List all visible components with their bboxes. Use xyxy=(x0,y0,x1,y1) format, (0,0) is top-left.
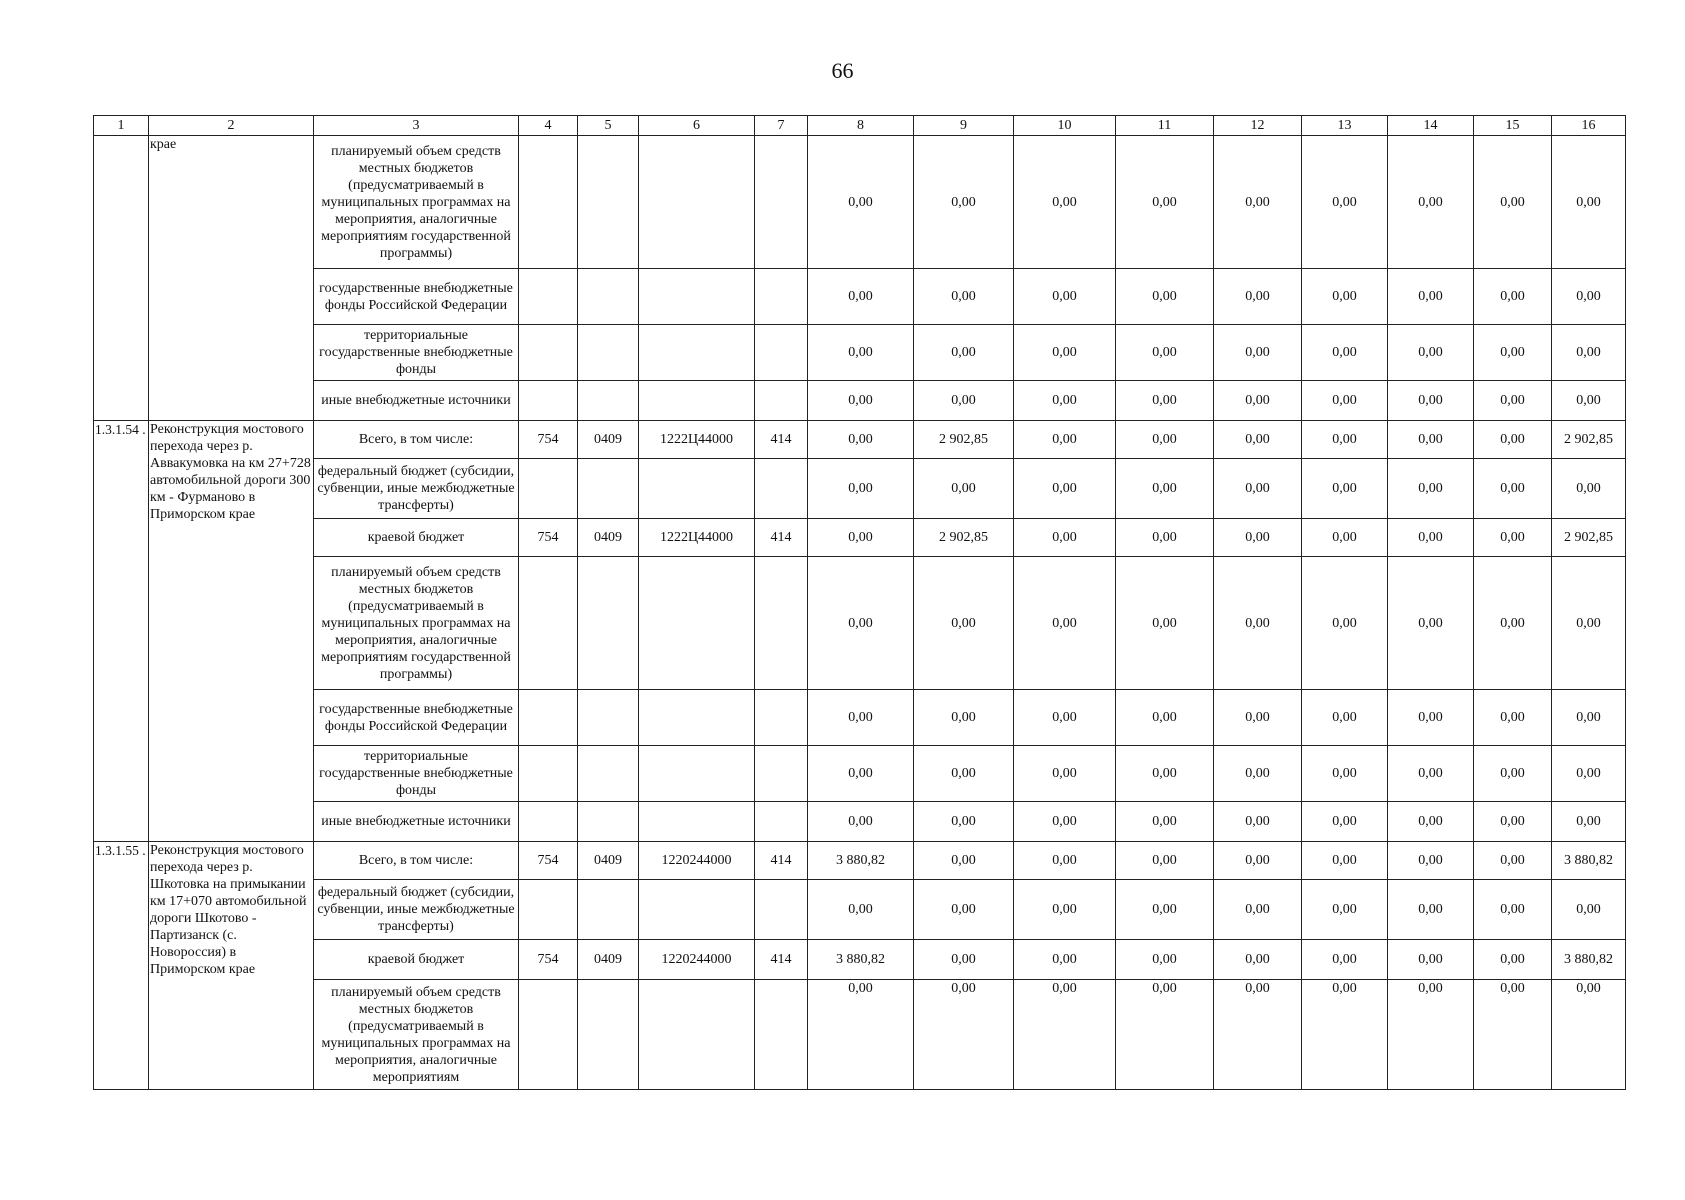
funding-source: территориальные государственные внебюджетные фонды xyxy=(314,325,519,381)
amount-cell: 0,00 xyxy=(1302,421,1388,459)
amount-cell: 0,00 xyxy=(1014,690,1116,746)
amount-cell: 0,00 xyxy=(914,940,1014,980)
gr-code xyxy=(519,746,578,802)
amount-cell: 0,00 xyxy=(1474,381,1552,421)
gr-code xyxy=(519,557,578,690)
csr-code xyxy=(639,136,755,269)
vr-code: 414 xyxy=(755,519,808,557)
amount-cell: 0,00 xyxy=(808,880,914,940)
column-header: 1 xyxy=(94,116,149,136)
vr-code xyxy=(755,880,808,940)
column-header: 8 xyxy=(808,116,914,136)
csr-code xyxy=(639,690,755,746)
amount-cell: 0,00 xyxy=(1474,557,1552,690)
csr-code: 1222Ц44000 xyxy=(639,421,755,459)
csr-code: 1222Ц44000 xyxy=(639,519,755,557)
amount-cell: 0,00 xyxy=(1214,136,1302,269)
amount-cell: 0,00 xyxy=(1116,421,1214,459)
amount-cell: 0,00 xyxy=(914,136,1014,269)
table-row xyxy=(94,746,1626,802)
amount-cell: 0,00 xyxy=(1214,459,1302,519)
funding-source: планируемый объем средств местных бюджетов (предусматриваемый в муниципальных программах на мероприятия, аналогичные мероприятиям государственной программы) xyxy=(314,557,519,690)
amount-cell: 0,00 xyxy=(1388,519,1474,557)
csr-code xyxy=(639,880,755,940)
amount-cell: 0,00 xyxy=(1388,746,1474,802)
rz-code: 0409 xyxy=(578,940,639,980)
amount-cell: 0,00 xyxy=(1116,802,1214,842)
amount-cell: 0,00 xyxy=(1116,519,1214,557)
rz-code xyxy=(578,269,639,325)
amount-cell: 0,00 xyxy=(1116,746,1214,802)
amount-cell: 0,00 xyxy=(1474,880,1552,940)
amount-cell: 0,00 xyxy=(1214,940,1302,980)
funding-source: территориальные государственные внебюджетные фонды xyxy=(314,746,519,802)
amount-cell: 0,00 xyxy=(1388,381,1474,421)
amount-cell: 0,00 xyxy=(1302,690,1388,746)
rz-code xyxy=(578,690,639,746)
measure-code xyxy=(94,136,149,421)
vr-code xyxy=(755,690,808,746)
amount-cell: 0,00 xyxy=(1388,940,1474,980)
table-body xyxy=(94,116,1626,1090)
amount-cell: 2 902,85 xyxy=(914,519,1014,557)
column-header: 13 xyxy=(1302,116,1388,136)
amount-cell: 0,00 xyxy=(1302,269,1388,325)
csr-code xyxy=(639,802,755,842)
amount-cell: 0,00 xyxy=(1214,980,1302,1090)
column-header: 12 xyxy=(1214,116,1302,136)
amount-cell: 0,00 xyxy=(1552,381,1626,421)
measure-name: Реконструкция мостового перехода через р. Шкотовка на примыкании км 17+070 автомобильной дороги Шкотово - Партизанск (с. Новороссия) в Приморском крае xyxy=(149,842,314,1090)
column-header: 16 xyxy=(1552,116,1626,136)
amount-cell: 0,00 xyxy=(914,980,1014,1090)
measure-code: 1.3.1.55 . xyxy=(94,842,149,1090)
amount-cell: 0,00 xyxy=(1214,325,1302,381)
amount-cell: 0,00 xyxy=(1302,519,1388,557)
vr-code xyxy=(755,269,808,325)
amount-cell: 0,00 xyxy=(808,519,914,557)
column-header: 4 xyxy=(519,116,578,136)
amount-cell: 0,00 xyxy=(1014,802,1116,842)
amount-cell: 0,00 xyxy=(808,746,914,802)
amount-cell: 0,00 xyxy=(1474,459,1552,519)
amount-cell: 0,00 xyxy=(1552,802,1626,842)
amount-cell: 0,00 xyxy=(1474,940,1552,980)
amount-cell: 3 880,82 xyxy=(1552,842,1626,880)
csr-code xyxy=(639,381,755,421)
amount-cell: 3 880,82 xyxy=(808,842,914,880)
amount-cell: 0,00 xyxy=(1116,880,1214,940)
amount-cell: 0,00 xyxy=(1388,557,1474,690)
amount-cell: 0,00 xyxy=(1552,880,1626,940)
table-row xyxy=(94,421,1626,459)
amount-cell: 0,00 xyxy=(808,421,914,459)
amount-cell: 0,00 xyxy=(1302,557,1388,690)
amount-cell: 0,00 xyxy=(1014,519,1116,557)
amount-cell: 0,00 xyxy=(1552,269,1626,325)
table-row xyxy=(94,940,1626,980)
gr-code xyxy=(519,690,578,746)
amount-cell: 0,00 xyxy=(1388,980,1474,1090)
rz-code xyxy=(578,136,639,269)
amount-cell: 0,00 xyxy=(1116,381,1214,421)
amount-cell: 0,00 xyxy=(1116,557,1214,690)
vr-code xyxy=(755,459,808,519)
amount-cell: 0,00 xyxy=(808,690,914,746)
amount-cell: 0,00 xyxy=(1388,325,1474,381)
amount-cell: 3 880,82 xyxy=(1552,940,1626,980)
amount-cell: 0,00 xyxy=(1388,421,1474,459)
amount-cell: 0,00 xyxy=(1302,136,1388,269)
amount-cell: 0,00 xyxy=(1014,940,1116,980)
amount-cell: 0,00 xyxy=(914,880,1014,940)
vr-code xyxy=(755,325,808,381)
column-header: 15 xyxy=(1474,116,1552,136)
amount-cell: 0,00 xyxy=(808,381,914,421)
gr-code xyxy=(519,381,578,421)
gr-code xyxy=(519,325,578,381)
amount-cell: 0,00 xyxy=(1014,980,1116,1090)
amount-cell: 0,00 xyxy=(914,746,1014,802)
amount-cell: 3 880,82 xyxy=(808,940,914,980)
vr-code xyxy=(755,980,808,1090)
amount-cell: 0,00 xyxy=(1552,557,1626,690)
amount-cell: 0,00 xyxy=(1474,519,1552,557)
rz-code xyxy=(578,381,639,421)
amount-cell: 0,00 xyxy=(1302,940,1388,980)
amount-cell: 0,00 xyxy=(1214,269,1302,325)
amount-cell: 0,00 xyxy=(1014,459,1116,519)
vr-code: 414 xyxy=(755,421,808,459)
amount-cell: 0,00 xyxy=(1552,690,1626,746)
amount-cell: 0,00 xyxy=(914,690,1014,746)
amount-cell: 0,00 xyxy=(1552,325,1626,381)
amount-cell: 0,00 xyxy=(1214,746,1302,802)
column-header: 6 xyxy=(639,116,755,136)
amount-cell: 0,00 xyxy=(1474,746,1552,802)
amount-cell: 0,00 xyxy=(1474,325,1552,381)
funding-source: краевой бюджет xyxy=(314,519,519,557)
table-row xyxy=(94,802,1626,842)
table-row xyxy=(94,325,1626,381)
amount-cell: 0,00 xyxy=(1214,842,1302,880)
amount-cell: 0,00 xyxy=(1302,842,1388,880)
amount-cell: 0,00 xyxy=(1552,746,1626,802)
table-row xyxy=(94,459,1626,519)
amount-cell: 0,00 xyxy=(1474,802,1552,842)
amount-cell: 0,00 xyxy=(808,325,914,381)
funding-source: иные внебюджетные источники xyxy=(314,802,519,842)
amount-cell: 0,00 xyxy=(1474,136,1552,269)
amount-cell: 0,00 xyxy=(1014,746,1116,802)
amount-cell: 0,00 xyxy=(808,557,914,690)
amount-cell: 0,00 xyxy=(914,269,1014,325)
gr-code xyxy=(519,980,578,1090)
gr-code xyxy=(519,459,578,519)
amount-cell: 0,00 xyxy=(1302,746,1388,802)
funding-source: иные внебюджетные источники xyxy=(314,381,519,421)
table-row xyxy=(94,269,1626,325)
amount-cell: 0,00 xyxy=(1302,325,1388,381)
amount-cell: 0,00 xyxy=(1214,880,1302,940)
amount-cell: 0,00 xyxy=(1014,381,1116,421)
amount-cell: 0,00 xyxy=(1552,136,1626,269)
amount-cell: 0,00 xyxy=(1014,842,1116,880)
page-number: 66 xyxy=(831,58,854,83)
csr-code xyxy=(639,459,755,519)
vr-code: 414 xyxy=(755,842,808,880)
amount-cell: 0,00 xyxy=(914,381,1014,421)
amount-cell: 0,00 xyxy=(1302,459,1388,519)
amount-cell: 0,00 xyxy=(1388,842,1474,880)
amount-cell: 0,00 xyxy=(1014,136,1116,269)
column-header: 11 xyxy=(1116,116,1214,136)
amount-cell: 0,00 xyxy=(1388,802,1474,842)
amount-cell: 0,00 xyxy=(1214,421,1302,459)
amount-cell: 0,00 xyxy=(1214,519,1302,557)
funding-source: Всего, в том числе: xyxy=(314,421,519,459)
amount-cell: 0,00 xyxy=(1116,842,1214,880)
table-row xyxy=(94,690,1626,746)
csr-code: 1220244000 xyxy=(639,842,755,880)
column-header: 10 xyxy=(1014,116,1116,136)
table-row xyxy=(94,519,1626,557)
amount-cell: 0,00 xyxy=(1214,557,1302,690)
rz-code xyxy=(578,557,639,690)
funding-source: планируемый объем средств местных бюджетов (предусматриваемый в муниципальных программах на мероприятия, аналогичные мероприятиям государственной программы) xyxy=(314,136,519,269)
table-row xyxy=(94,980,1626,1090)
amount-cell: 2 902,85 xyxy=(1552,421,1626,459)
vr-code xyxy=(755,136,808,269)
amount-cell: 0,00 xyxy=(1014,269,1116,325)
amount-cell: 0,00 xyxy=(1214,802,1302,842)
vr-code xyxy=(755,557,808,690)
amount-cell: 0,00 xyxy=(1116,136,1214,269)
amount-cell: 0,00 xyxy=(1116,325,1214,381)
amount-cell: 0,00 xyxy=(1474,421,1552,459)
measure-name: крае xyxy=(149,136,314,421)
amount-cell: 0,00 xyxy=(1302,880,1388,940)
amount-cell: 0,00 xyxy=(808,136,914,269)
csr-code xyxy=(639,557,755,690)
table-row xyxy=(94,880,1626,940)
amount-cell: 0,00 xyxy=(808,980,914,1090)
rz-code: 0409 xyxy=(578,519,639,557)
funding-source: краевой бюджет xyxy=(314,940,519,980)
rz-code xyxy=(578,980,639,1090)
column-header: 2 xyxy=(149,116,314,136)
table-row xyxy=(94,136,1626,269)
column-header: 3 xyxy=(314,116,519,136)
column-header: 7 xyxy=(755,116,808,136)
amount-cell: 0,00 xyxy=(1116,459,1214,519)
gr-code xyxy=(519,802,578,842)
funding-source: Всего, в том числе: xyxy=(314,842,519,880)
amount-cell: 0,00 xyxy=(808,802,914,842)
amount-cell: 0,00 xyxy=(808,459,914,519)
column-header-row xyxy=(94,116,1626,136)
gr-code xyxy=(519,136,578,269)
column-header: 9 xyxy=(914,116,1014,136)
csr-code xyxy=(639,325,755,381)
csr-code xyxy=(639,746,755,802)
table-row xyxy=(94,557,1626,690)
table-row xyxy=(94,381,1626,421)
amount-cell: 0,00 xyxy=(1388,269,1474,325)
funding-source: федеральный бюджет (субсидии, субвенции, иные межбюджетные трансферты) xyxy=(314,880,519,940)
funding-source: федеральный бюджет (субсидии, субвенции, иные межбюджетные трансферты) xyxy=(314,459,519,519)
csr-code xyxy=(639,269,755,325)
amount-cell: 0,00 xyxy=(1388,459,1474,519)
vr-code xyxy=(755,746,808,802)
amount-cell: 0,00 xyxy=(1474,690,1552,746)
amount-cell: 0,00 xyxy=(1116,690,1214,746)
amount-cell: 2 902,85 xyxy=(914,421,1014,459)
rz-code xyxy=(578,325,639,381)
amount-cell: 0,00 xyxy=(914,802,1014,842)
amount-cell: 0,00 xyxy=(1388,690,1474,746)
table-row xyxy=(94,842,1626,880)
amount-cell: 0,00 xyxy=(1014,325,1116,381)
amount-cell: 0,00 xyxy=(1302,381,1388,421)
amount-cell: 0,00 xyxy=(1388,880,1474,940)
gr-code xyxy=(519,880,578,940)
amount-cell: 0,00 xyxy=(1214,690,1302,746)
rz-code xyxy=(578,802,639,842)
vr-code: 414 xyxy=(755,940,808,980)
funding-source: планируемый объем средств местных бюджетов (предусматриваемый в муниципальных программах на мероприятия, аналогичные мероприятиям xyxy=(314,980,519,1090)
column-header: 14 xyxy=(1388,116,1474,136)
funding-source: государственные внебюджетные фонды Российской Федерации xyxy=(314,690,519,746)
gr-code: 754 xyxy=(519,842,578,880)
amount-cell: 0,00 xyxy=(1116,269,1214,325)
amount-cell: 0,00 xyxy=(1302,802,1388,842)
amount-cell: 0,00 xyxy=(1116,980,1214,1090)
rz-code: 0409 xyxy=(578,421,639,459)
rz-code: 0409 xyxy=(578,842,639,880)
amount-cell: 0,00 xyxy=(1014,880,1116,940)
csr-code: 1220244000 xyxy=(639,940,755,980)
gr-code: 754 xyxy=(519,421,578,459)
vr-code xyxy=(755,381,808,421)
amount-cell: 0,00 xyxy=(1552,459,1626,519)
amount-cell: 0,00 xyxy=(914,325,1014,381)
rz-code xyxy=(578,746,639,802)
column-header: 5 xyxy=(578,116,639,136)
gr-code: 754 xyxy=(519,940,578,980)
amount-cell: 0,00 xyxy=(1552,980,1626,1090)
csr-code xyxy=(639,980,755,1090)
amount-cell: 0,00 xyxy=(1474,842,1552,880)
rz-code xyxy=(578,880,639,940)
gr-code xyxy=(519,269,578,325)
funding-source: государственные внебюджетные фонды Российской Федерации xyxy=(314,269,519,325)
measure-code: 1.3.1.54 . xyxy=(94,421,149,842)
amount-cell: 0,00 xyxy=(1014,557,1116,690)
rz-code xyxy=(578,459,639,519)
amount-cell: 0,00 xyxy=(1388,136,1474,269)
amount-cell: 0,00 xyxy=(1474,269,1552,325)
amount-cell: 0,00 xyxy=(1474,980,1552,1090)
amount-cell: 0,00 xyxy=(1302,980,1388,1090)
amount-cell: 2 902,85 xyxy=(1552,519,1626,557)
amount-cell: 0,00 xyxy=(914,459,1014,519)
amount-cell: 0,00 xyxy=(914,557,1014,690)
amount-cell: 0,00 xyxy=(1116,940,1214,980)
vr-code xyxy=(755,802,808,842)
measure-name: Реконструкция мостового перехода через р. Аввакумовка на км 27+728 автомобильной дороги 300 км - Фурманово в Приморском крае xyxy=(149,421,314,842)
budget-table xyxy=(93,115,1626,1090)
amount-cell: 0,00 xyxy=(914,842,1014,880)
amount-cell: 0,00 xyxy=(1014,421,1116,459)
amount-cell: 0,00 xyxy=(808,269,914,325)
amount-cell: 0,00 xyxy=(1214,381,1302,421)
gr-code: 754 xyxy=(519,519,578,557)
